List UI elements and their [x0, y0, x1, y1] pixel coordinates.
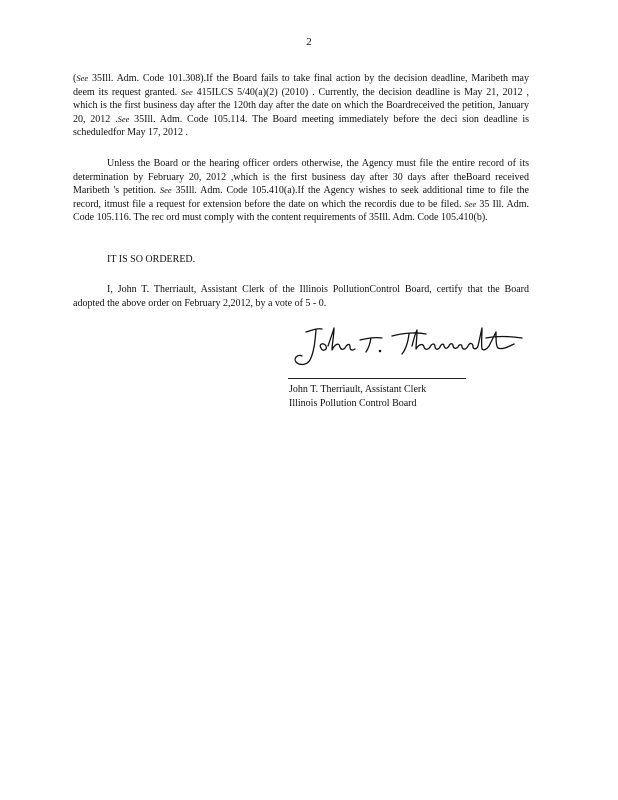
- citation-see: See: [159, 185, 172, 196]
- page-number: 2: [306, 36, 312, 48]
- paragraph-certification: I, John T. Therriault, Assistant Clerk of the Illinois PollutionControl Board, certify that the Board adopted the above order on February 2,2012, by a vote of 5 - 0.: [73, 284, 529, 309]
- paragraph-agency-record: [73, 157, 529, 225]
- handwritten-signature: [288, 318, 533, 374]
- citation-see: See: [180, 86, 193, 97]
- signature-block: [289, 383, 426, 411]
- paragraph-text: 35Ill. Adm. Code 105.410(a).If the Agency wishes to seek additional time to file the record, itmust file a request for extension before the date on which the recordis due to be filed.: [73, 185, 529, 210]
- paragraph-text: 35 Ill. Adm. Code 105.116. The rec ord must comply with the content requirements of 35Ill. Adm. Code 105.410(b).: [73, 198, 529, 224]
- citation-see: See: [464, 198, 477, 209]
- citation-see: See: [117, 113, 130, 124]
- paragraph-text: 415ILCS 5/40(a)(2) (2010) . Currently, the decision deadline is May 21, 2012 , which is the first business day after the 120th day after the date on which the Boardreceived the petition, January 20, 2012 .: [73, 86, 529, 125]
- paragraph-text: Unless the Board or the hearing officer orders otherwise, the Agency must file the entire record of its determination by February 20, 2012 ,which is the first business day after 30 days after theBoard received Maribeth 's petition.: [73, 158, 529, 197]
- paragraph-text: 35Ill. Adm. Code 101.308).If the Board fails to take final action by the decision deadline, Maribeth may deem its request granted.: [73, 73, 529, 98]
- so-ordered-line: IT IS SO ORDERED.: [107, 254, 196, 265]
- paragraph-text: 35Ill. Adm. Code 105.114. The Board meeting immediately before the deci sion deadline is scheduledfor May 17, 2012 .: [73, 113, 529, 139]
- citation-see: See: [76, 73, 89, 83]
- signature-line: [288, 378, 466, 379]
- paragraph-citation-deadline: (See 35Ill. Adm. Code 101.308).If the Board fails to take final action by the decision deadline, Maribeth may deem its request granted. See 415ILCS 5/40(a)(2) (2010) . Currently, the decision deadline is May 21, 2012 , which is the first business day after the 120th day after the date on which the Boardreceived the petition, January 20, 2012 .See 35Ill. Adm. Code 105.114. The Board meeting immediately before the deci sion deadline is scheduledfor May 17, 2012 .: [73, 73, 529, 139]
- signer-organization: Illinois Pollution Control Board: [289, 398, 417, 409]
- signer-name-title: John T. Therriault, Assistant Clerk: [289, 384, 427, 395]
